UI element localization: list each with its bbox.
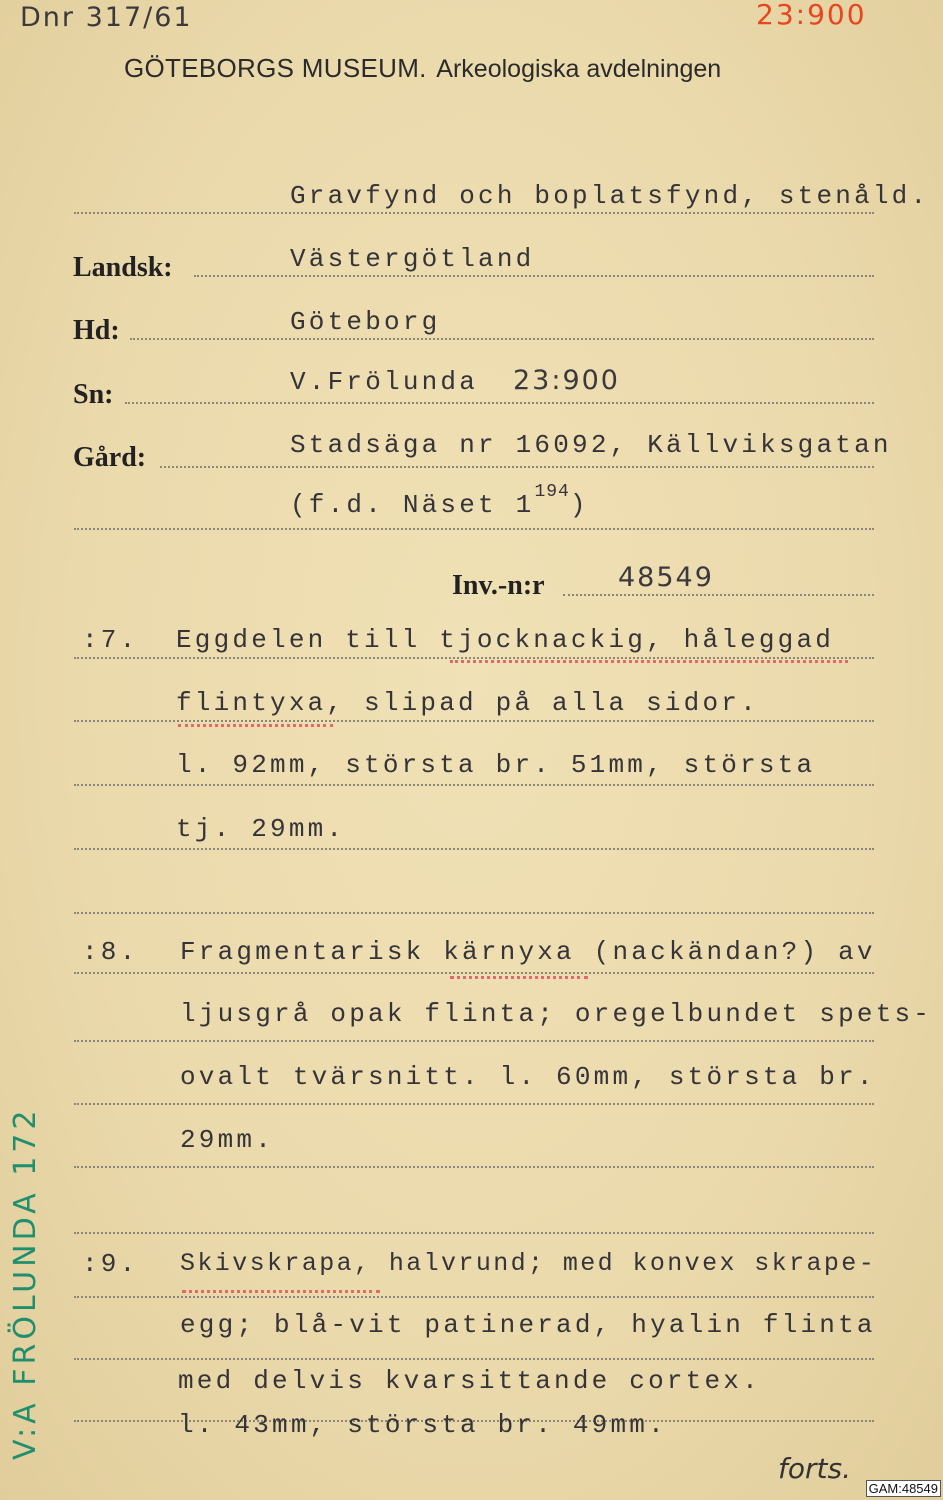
dotted-rule xyxy=(130,338,874,340)
entry-line: l. 43mm, största br. 49mm. xyxy=(178,1410,667,1440)
dotted-rule xyxy=(74,657,874,659)
dotted-rule xyxy=(74,720,874,722)
red-underline xyxy=(450,660,848,663)
hd-label: Hd: xyxy=(73,315,120,346)
museum-name: GÖTEBORGS MUSEUM. xyxy=(124,53,427,83)
dotted-rule xyxy=(74,212,874,214)
dotted-rule xyxy=(74,848,874,850)
dotted-rule xyxy=(74,784,874,786)
entry-line: tj. 29mm. xyxy=(176,814,346,844)
entry-line: Eggdelen till tjocknackig, håleggad xyxy=(176,625,835,655)
dotted-rule xyxy=(74,1232,874,1234)
dotted-rule xyxy=(563,594,874,596)
landsk-label: Landsk: xyxy=(73,252,173,283)
entry-line: flintyxa, slipad på alla sidor. xyxy=(176,688,759,718)
entry-number: :8. xyxy=(82,937,139,967)
catalog-id-stamp: GAM:48549 xyxy=(866,1480,941,1497)
gard-value-line2-text: (f.d. Näset 1 xyxy=(290,490,535,520)
gard-superscript: 194 xyxy=(534,482,570,502)
red-underline xyxy=(178,724,333,727)
dotted-rule xyxy=(160,466,874,468)
dnr-number: Dnr 317/61 xyxy=(20,2,193,33)
inventory-number: 48549 xyxy=(618,562,714,593)
dotted-rule xyxy=(74,1040,874,1042)
gard-value-line2-close: ) xyxy=(569,490,589,520)
entry-line: Skivskrapa, halvrund; med konvex skrape- xyxy=(180,1249,877,1278)
gard-value-line2 xyxy=(290,482,589,520)
entry-line: egg; blå-vit patinerad, hyalin flinta xyxy=(180,1310,876,1340)
dotted-rule xyxy=(74,528,874,530)
department-name: Arkeologiska avdelningen xyxy=(436,55,722,83)
entry-line: 29mm. xyxy=(180,1125,275,1155)
entry-line: ovalt tvärsnitt. l. 60mm, största br. xyxy=(180,1062,876,1092)
heading-line: Gravfynd och boplatsfynd, stenåld. xyxy=(290,181,930,211)
sn-value: V.Frölunda xyxy=(290,367,479,397)
dotted-rule xyxy=(74,1103,874,1105)
dotted-rule xyxy=(74,1296,874,1298)
dotted-rule xyxy=(194,275,874,277)
continued-note: forts. xyxy=(778,1452,851,1485)
entry-number: :7. xyxy=(82,625,139,655)
side-note: V:A FRÖLUNDA 172 xyxy=(8,1106,43,1460)
entry-line: ljusgrå opak flinta; oregelbundet spets- xyxy=(180,999,933,1029)
dotted-rule xyxy=(74,1166,874,1168)
sn-label: Sn: xyxy=(73,379,114,410)
sn-number: 23:900 xyxy=(513,365,620,396)
entry-line: l. 92mm, största br. 51mm, största xyxy=(176,750,816,780)
dotted-rule xyxy=(74,972,874,974)
entry-line: med delvis kvarsittande cortex. xyxy=(178,1366,761,1396)
museum-header xyxy=(124,53,721,84)
hd-value: Göteborg xyxy=(290,307,441,337)
dotted-rule xyxy=(74,1358,874,1360)
red-underline xyxy=(450,976,588,979)
dotted-rule xyxy=(125,402,874,404)
corner-reference: 23:900 xyxy=(756,0,867,31)
entry-number: :9. xyxy=(82,1249,139,1279)
dotted-rule xyxy=(74,912,874,914)
gard-label: Gård: xyxy=(73,442,147,473)
gard-value: Stadsäga nr 16092, Källviksgatan xyxy=(290,430,892,460)
red-underline xyxy=(182,1290,380,1293)
landsk-value: Västergötland xyxy=(290,244,535,274)
entry-line: Fragmentarisk kärnyxa (nackändan?) av xyxy=(180,937,876,967)
inventory-label: Inv.-n:r xyxy=(452,570,545,601)
